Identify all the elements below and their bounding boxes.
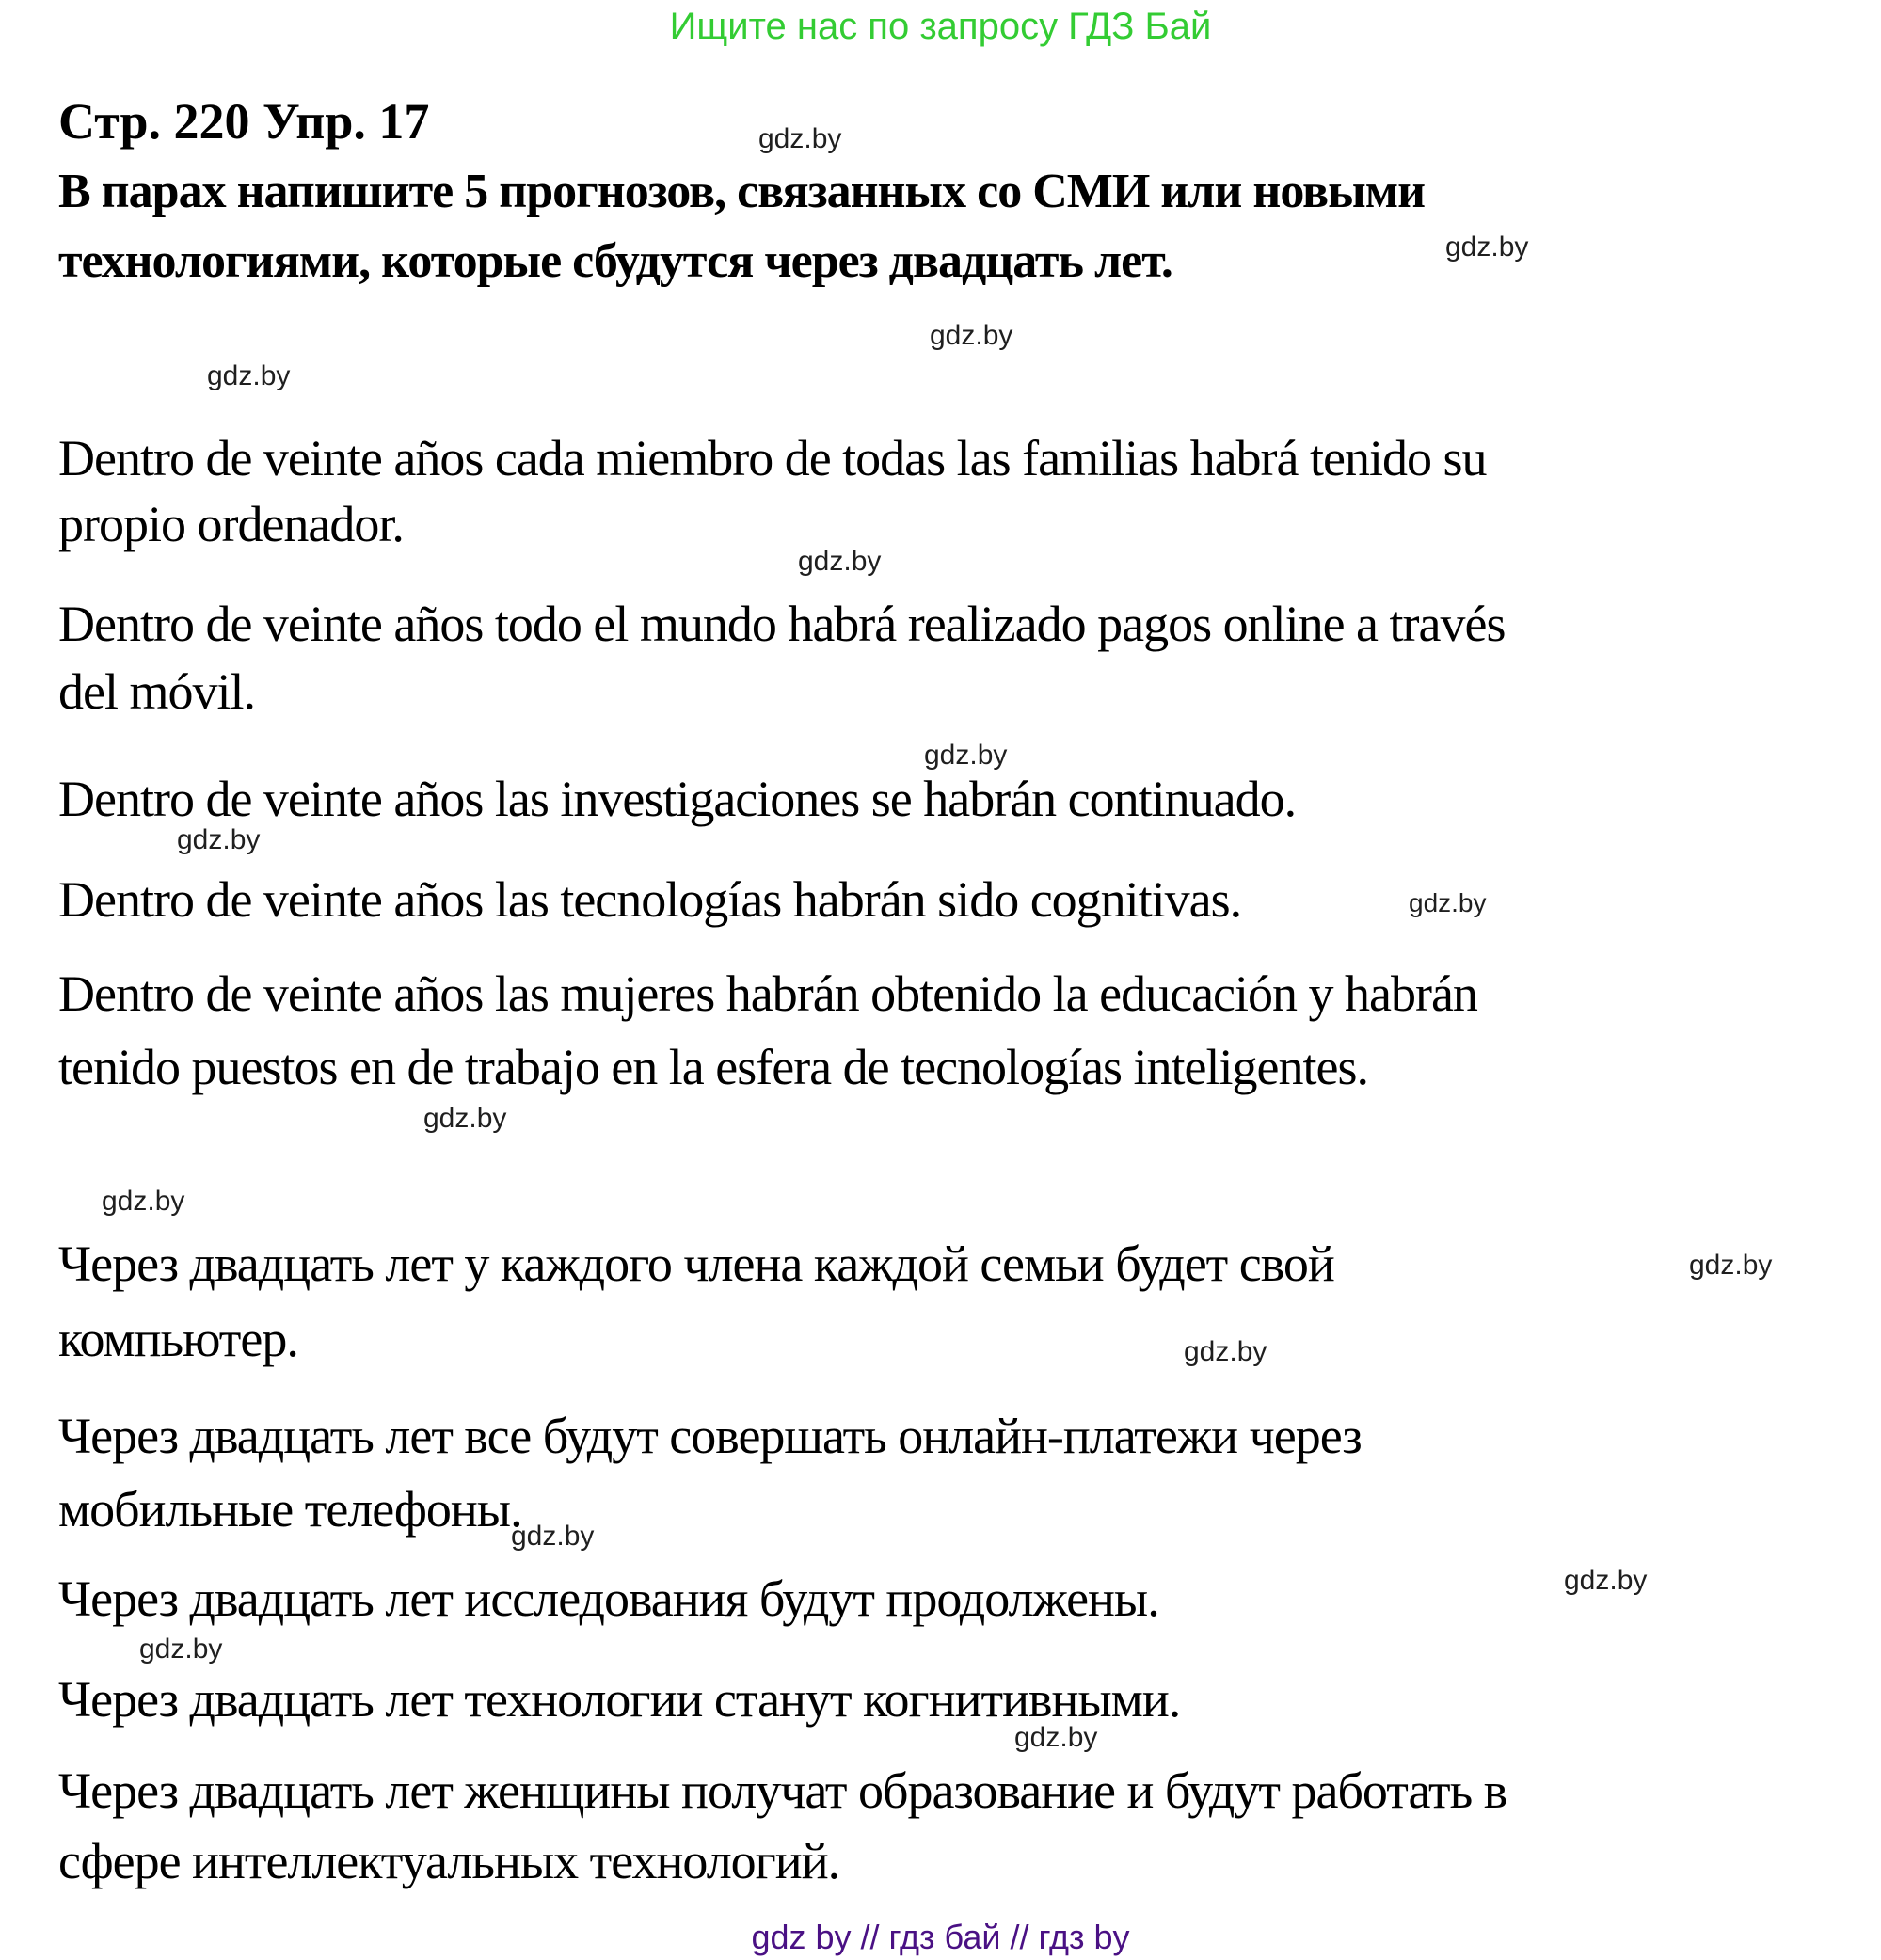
answer-ru-p3: Через двадцать лет исследования будут продолжены.	[58, 1570, 1159, 1627]
answer-es-p2-line1: Dentro de veinte años todo el mundo habrá realizado pagos online a través	[58, 596, 1506, 652]
gdz-watermark: gdz.by	[139, 1633, 223, 1665]
gdz-watermark: gdz.by	[924, 740, 1008, 771]
gdz-watermark: gdz.by	[1689, 1250, 1773, 1281]
answer-es-p2-line2: del móvil.	[58, 663, 255, 720]
answer-ru-p1-line2: компьютер.	[58, 1311, 298, 1367]
gdz-watermark: gdz.by	[511, 1521, 595, 1552]
promo-banner: Ищите нас по запросу ГДЗ Бай	[669, 6, 1212, 47]
page-heading: Стр. 220 Упр. 17	[58, 93, 430, 150]
footer-site-links: gdz by // гдз бай // гдз by	[751, 1918, 1130, 1956]
answer-es-p1-line1: Dentro de veinte años cada miembro de todas las familias habrá tenido su	[58, 430, 1487, 486]
gdz-watermark: gdz.by	[1445, 231, 1529, 263]
answer-es-p3: Dentro de veinte años las investigaciones se habrán continuado.	[58, 771, 1297, 827]
answer-ru-p5-line1: Через двадцать лет женщины получат образование и будут работать в	[58, 1762, 1507, 1819]
answer-es-p5-line2: tenido puestos en de trabajo en la esfera de tecnologías inteligentes.	[58, 1039, 1368, 1095]
gdz-watermark: gdz.by	[423, 1103, 507, 1134]
task-line-2: технологиями, которые сбудутся через двадцать лет.	[58, 234, 1172, 288]
gdz-watermark: gdz.by	[1564, 1565, 1648, 1596]
answer-ru-p4: Через двадцать лет технологии станут когнитивными.	[58, 1671, 1181, 1728]
gdz-watermark: gdz.by	[930, 320, 1013, 351]
answer-es-p4: Dentro de veinte años las tecnologías habrán sido cognitivas.	[58, 871, 1242, 928]
gdz-watermark: gdz.by	[758, 123, 842, 154]
answer-ru-p5-line2: сфере интеллектуальных технологий.	[58, 1833, 840, 1889]
gdz-watermark: gdz.by	[1014, 1722, 1098, 1753]
gdz-watermark: gdz.by	[798, 546, 882, 577]
gdz-watermark: gdz.by	[207, 360, 291, 391]
answer-ru-p1-line1: Через двадцать лет у каждого члена каждой семьи будет свой	[58, 1235, 1334, 1292]
answer-es-p5-line1: Dentro de veinte años las mujeres habrán obtenido la educación y habrán	[58, 965, 1477, 1022]
gdz-watermark: gdz.by	[177, 824, 261, 855]
answer-ru-p2-line2: мобильные телефоны.	[58, 1481, 522, 1538]
gdz-watermark: gdz.by	[102, 1186, 185, 1217]
answer-ru-p2-line1: Через двадцать лет все будут совершать онлайн-платежи через	[58, 1408, 1362, 1464]
answer-es-p1-line2: propio ordenador.	[58, 496, 404, 552]
task-line-1: В парах напишите 5 прогнозов, связанных со СМИ или новыми	[58, 165, 1426, 218]
gdz-watermark: gdz.by	[1184, 1336, 1267, 1367]
gdz-watermark: gdz.by	[1409, 888, 1487, 917]
